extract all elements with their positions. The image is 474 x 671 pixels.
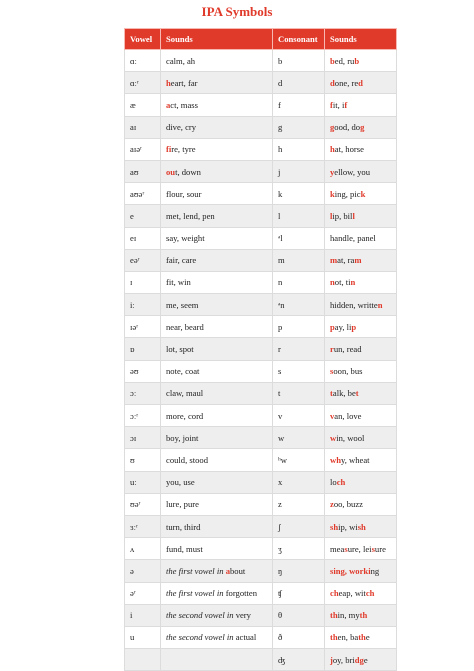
- highlight-letters: p: [330, 321, 335, 332]
- vowel-sounds: [161, 560, 273, 582]
- table-row: [125, 50, 397, 72]
- consonant-symbol: s: [273, 360, 325, 382]
- table-row: [125, 360, 397, 382]
- highlight-letters: s: [330, 366, 334, 377]
- vowel-sounds: [161, 338, 273, 360]
- consonant-symbol: g: [273, 116, 325, 138]
- consonant-sounds: [325, 604, 397, 626]
- example-text: very: [235, 610, 251, 621]
- vowel-symbol: ɔːʳ: [125, 405, 161, 427]
- highlight-letters: b: [330, 55, 335, 66]
- vowel-sounds: [161, 294, 273, 316]
- consonant-symbol: j: [273, 160, 325, 182]
- table-row: [125, 560, 397, 582]
- table-row: [125, 405, 397, 427]
- consonant-symbol: z: [273, 493, 325, 515]
- table-row: [125, 338, 397, 360]
- highlight-letters: m: [354, 255, 362, 266]
- consonant-symbol: b: [273, 50, 325, 72]
- highlight-letters: y: [330, 166, 335, 177]
- example-text: re, tyre: [171, 144, 196, 155]
- vowel-note: the first vowel in: [166, 588, 226, 599]
- vowel-symbol: eɪ: [125, 227, 161, 249]
- consonant-symbol: ᵊl: [273, 227, 325, 249]
- vowel-sounds: [161, 582, 273, 604]
- highlight-letters: k: [360, 188, 366, 199]
- consonant-symbol: v: [273, 405, 325, 427]
- highlight-letters: w: [330, 432, 337, 443]
- example-text: turn, third: [166, 521, 201, 532]
- consonant-symbol: f: [273, 94, 325, 116]
- consonant-sounds: [325, 405, 397, 427]
- highlight-letters: n: [350, 277, 356, 288]
- highlight-letters: g: [330, 122, 335, 133]
- example-text: at, horse: [334, 144, 364, 155]
- consonant-symbol: n: [273, 271, 325, 293]
- highlight-letters: v: [330, 410, 335, 421]
- example-text: eap, wit: [338, 588, 366, 599]
- consonant-symbol: p: [273, 316, 325, 338]
- vowel-symbol: əʳ: [125, 582, 161, 604]
- vowel-symbol: ɒ: [125, 338, 161, 360]
- consonant-sounds: [325, 649, 397, 671]
- vowel-symbol: ɪəʳ: [125, 316, 161, 338]
- highlight-letters: wh: [330, 454, 341, 465]
- example-text: lure, pure: [166, 499, 199, 510]
- consonant-symbol: ʰw: [273, 449, 325, 471]
- table-header-row: [125, 29, 397, 50]
- vowel-sounds: [161, 50, 273, 72]
- highlight-letters: th: [330, 632, 338, 643]
- vowel-sounds: [161, 471, 273, 493]
- example-text: un, read: [333, 344, 362, 355]
- example-text: en, ba: [337, 632, 359, 643]
- consonant-sounds: [325, 94, 397, 116]
- table-row: [125, 72, 397, 94]
- consonant-symbol: ŋ: [273, 560, 325, 582]
- vowel-symbol: ʊəʳ: [125, 493, 161, 515]
- vowel-symbol: ɔː: [125, 382, 161, 404]
- highlight-letters: h: [330, 144, 335, 155]
- table-row: [125, 515, 397, 537]
- vowel-symbol: eəʳ: [125, 249, 161, 271]
- vowel-symbol: æ: [125, 94, 161, 116]
- table-row: [125, 538, 397, 560]
- consonant-sounds: [325, 427, 397, 449]
- table-row: [125, 626, 397, 648]
- highlight-letters: r: [330, 344, 334, 355]
- table-row: [125, 427, 397, 449]
- table-row: [125, 249, 397, 271]
- example-text: claw, maul: [166, 388, 204, 399]
- header-consonant-sounds: Sounds: [325, 29, 397, 50]
- consonant-symbol: w: [273, 427, 325, 449]
- vowel-sounds: [161, 316, 273, 338]
- highlight-letters: fi: [166, 144, 172, 155]
- highlight-letters: l: [352, 210, 355, 221]
- example-text: ot, ti: [334, 277, 351, 288]
- highlight-letters: g: [360, 122, 365, 133]
- consonant-symbol: ʃ: [273, 515, 325, 537]
- example-text: fit, win: [166, 277, 191, 288]
- vowel-sounds: [161, 183, 273, 205]
- table-row: [125, 649, 397, 671]
- example-text: note, coat: [166, 366, 200, 377]
- highlight-letters: ch: [330, 588, 339, 599]
- consonant-sounds: [325, 626, 397, 648]
- highlight-letters: f: [330, 99, 333, 110]
- vowel-sounds: [161, 515, 273, 537]
- consonant-sounds: [325, 360, 397, 382]
- example-text: ip, bil: [332, 210, 353, 221]
- table-row: [125, 138, 397, 160]
- vowel-sounds: [161, 427, 273, 449]
- vowel-sounds: [161, 116, 273, 138]
- consonant-sounds: [325, 72, 397, 94]
- table-row: [125, 471, 397, 493]
- vowel-sounds: [161, 72, 273, 94]
- example-text: t, down: [175, 166, 201, 177]
- example-text: hidden, writte: [330, 299, 378, 310]
- consonant-sounds: [325, 160, 397, 182]
- table-row: [125, 294, 397, 316]
- header-consonant: Consonant: [273, 29, 325, 50]
- example-text: handle, panel: [330, 233, 376, 244]
- header-vowel: Vowel: [125, 29, 161, 50]
- vowel-symbol: ɔɪ: [125, 427, 161, 449]
- table-row: [125, 160, 397, 182]
- vowel-symbol: u: [125, 626, 161, 648]
- example-text: oy, bri: [332, 654, 355, 665]
- vowel-symbol: aʊəʳ: [125, 183, 161, 205]
- consonant-sounds: [325, 538, 397, 560]
- vowel-sounds: [161, 271, 273, 293]
- example-text: say, weight: [166, 233, 205, 244]
- highlight-letters: sing, worki: [330, 565, 371, 576]
- table-row: [125, 227, 397, 249]
- consonant-sounds: [325, 338, 397, 360]
- highlight-letters: t: [330, 388, 333, 399]
- vowel-symbol: iː: [125, 294, 161, 316]
- example-text: actual: [235, 632, 257, 643]
- example-text: fair, care: [166, 255, 197, 266]
- highlight-letters: p: [351, 321, 357, 332]
- example-text: e: [365, 632, 370, 643]
- example-text: more, cord: [166, 410, 204, 421]
- table-row: [125, 582, 397, 604]
- consonant-symbol: m: [273, 249, 325, 271]
- consonant-sounds: [325, 294, 397, 316]
- vowel-sounds: [161, 249, 273, 271]
- consonant-symbol: ð: [273, 626, 325, 648]
- example-text: forgotten: [225, 588, 258, 599]
- vowel-symbol: aʊ: [125, 160, 161, 182]
- example-text: ing, pic: [334, 188, 361, 199]
- example-text: oo, buzz: [333, 499, 363, 510]
- example-text: me, seem: [166, 299, 199, 310]
- table-row: [125, 183, 397, 205]
- highlight-letters: dg: [354, 654, 364, 665]
- vowel-symbol: ɑː: [125, 50, 161, 72]
- vowel-sounds: [161, 138, 273, 160]
- vowel-symbol: ə: [125, 560, 161, 582]
- consonant-sounds: [325, 582, 397, 604]
- example-text: one, re: [334, 77, 359, 88]
- example-text: boy, joint: [166, 432, 199, 443]
- vowel-sounds: [161, 405, 273, 427]
- example-text: y, wheat: [341, 454, 370, 465]
- example-text: ip, wi: [338, 521, 358, 532]
- highlight-letters: ch: [336, 477, 346, 488]
- vowel-sounds: [161, 160, 273, 182]
- vowel-note: the second vowel in: [166, 632, 236, 643]
- consonant-symbol: r: [273, 338, 325, 360]
- consonant-symbol: ᵊn: [273, 294, 325, 316]
- highlight-letters: z: [330, 499, 334, 510]
- vowel-sounds: [161, 94, 273, 116]
- example-text: ct, mass: [170, 99, 198, 110]
- example-text: near, beard: [166, 321, 204, 332]
- highlight-letters: n: [377, 299, 383, 310]
- vowel-symbol: i: [125, 604, 161, 626]
- vowel-sounds: [161, 626, 273, 648]
- highlight-letters: th: [330, 610, 338, 621]
- example-text: alk, be: [332, 388, 356, 399]
- table-row: [125, 271, 397, 293]
- vowel-sounds: [161, 205, 273, 227]
- vowel-symbol: ʊ: [125, 449, 161, 471]
- vowel-symbol: e: [125, 205, 161, 227]
- consonant-sounds: [325, 382, 397, 404]
- vowel-symbol: aɪ: [125, 116, 161, 138]
- example-text: ng: [370, 565, 380, 576]
- vowel-sounds: [161, 649, 273, 671]
- example-text: ay, li: [334, 321, 352, 332]
- consonant-sounds: [325, 183, 397, 205]
- vowel-sounds: [161, 493, 273, 515]
- vowel-sounds: [161, 604, 273, 626]
- example-text: eart, far: [170, 77, 198, 88]
- consonant-symbol: d: [273, 72, 325, 94]
- example-text: oon, bus: [333, 366, 363, 377]
- example-text: ood, do: [334, 122, 361, 133]
- example-text: lot, spot: [166, 344, 194, 355]
- consonant-symbol: k: [273, 183, 325, 205]
- highlight-letters: sh: [357, 521, 366, 532]
- example-text: dive, cry: [166, 122, 197, 133]
- highlight-letters: th: [359, 610, 368, 621]
- highlight-letters: j: [330, 654, 333, 665]
- vowel-symbol: əʊ: [125, 360, 161, 382]
- highlight-letters: h: [166, 77, 171, 88]
- consonant-sounds: [325, 316, 397, 338]
- highlight-letters: k: [330, 188, 335, 199]
- table-row: [125, 116, 397, 138]
- page-title: IPA Symbols: [201, 4, 273, 19]
- highlight-letters: d: [330, 77, 335, 88]
- consonant-sounds: [325, 205, 397, 227]
- consonant-sounds: [325, 560, 397, 582]
- highlight-letters: ou: [166, 166, 176, 177]
- highlight-letters: a: [166, 99, 171, 110]
- consonant-symbol: t: [273, 382, 325, 404]
- highlight-letters: m: [330, 255, 338, 266]
- highlight-letters: ch: [365, 588, 375, 599]
- consonant-sounds: [325, 227, 397, 249]
- highlight-letters: a: [225, 565, 230, 576]
- example-text: bout: [229, 565, 246, 576]
- highlight-letters: n: [330, 277, 335, 288]
- consonant-sounds: [325, 449, 397, 471]
- table-row: [125, 382, 397, 404]
- example-text: ure, lei: [347, 543, 372, 554]
- vowel-note: the second vowel in: [166, 610, 236, 621]
- example-text: met, lend, pen: [166, 210, 215, 221]
- consonant-symbol: ʤ: [273, 649, 325, 671]
- example-text: you, use: [166, 477, 195, 488]
- example-text: fund, must: [166, 543, 203, 554]
- highlight-letters: d: [358, 77, 363, 88]
- example-text: in, my: [337, 610, 360, 621]
- vowel-symbol: ɑːʳ: [125, 72, 161, 94]
- table-row: [125, 205, 397, 227]
- highlight-letters: l: [330, 210, 333, 221]
- highlight-letters: s: [344, 543, 348, 554]
- table-row: [125, 604, 397, 626]
- highlight-letters: b: [354, 55, 360, 66]
- consonant-sounds: [325, 471, 397, 493]
- vowel-sounds: [161, 382, 273, 404]
- example-text: could, stood: [166, 454, 209, 465]
- ipa-table: [124, 28, 397, 671]
- vowel-note: the first vowel in: [166, 565, 226, 576]
- table-row: [125, 493, 397, 515]
- highlight-letters: f: [344, 99, 348, 110]
- highlight-letters: sh: [330, 521, 339, 532]
- consonant-sounds: [325, 138, 397, 160]
- example-text: in, wool: [336, 432, 365, 443]
- example-text: calm, ah: [166, 55, 196, 66]
- example-text: flour, sour: [166, 188, 202, 199]
- consonant-sounds: [325, 271, 397, 293]
- example-text: mea: [330, 543, 345, 554]
- vowel-sounds: [161, 538, 273, 560]
- vowel-symbol: ʌ: [125, 538, 161, 560]
- consonant-symbol: h: [273, 138, 325, 160]
- example-text: at, ra: [337, 255, 355, 266]
- vowel-symbol: aɪəʳ: [125, 138, 161, 160]
- example-text: an, love: [334, 410, 362, 421]
- vowel-sounds: [161, 360, 273, 382]
- table-row: [125, 449, 397, 471]
- highlight-letters: th: [358, 632, 366, 643]
- vowel-symbol: [125, 649, 161, 671]
- highlight-letters: t: [355, 388, 359, 399]
- example-text: ed, ru: [334, 55, 355, 66]
- header-vowel-sounds: Sounds: [161, 29, 273, 50]
- consonant-sounds: [325, 515, 397, 537]
- example-text: ellow, you: [334, 166, 371, 177]
- vowel-symbol: uː: [125, 471, 161, 493]
- consonant-symbol: θ: [273, 604, 325, 626]
- vowel-sounds: [161, 449, 273, 471]
- highlight-letters: s: [371, 543, 375, 554]
- vowel-sounds: [161, 227, 273, 249]
- example-text: ure: [374, 543, 386, 554]
- consonant-sounds: [325, 116, 397, 138]
- example-text: e: [363, 654, 368, 665]
- consonant-sounds: [325, 493, 397, 515]
- example-text: it, i: [332, 99, 345, 110]
- consonant-symbol: ʒ: [273, 538, 325, 560]
- consonant-symbol: ʧ: [273, 582, 325, 604]
- vowel-symbol: ɜːʳ: [125, 515, 161, 537]
- table-row: [125, 94, 397, 116]
- example-text: lo: [330, 477, 337, 488]
- consonant-sounds: [325, 249, 397, 271]
- table-row: [125, 316, 397, 338]
- consonant-symbol: x: [273, 471, 325, 493]
- table-body: [125, 50, 397, 671]
- vowel-symbol: ɪ: [125, 271, 161, 293]
- consonant-symbol: l: [273, 205, 325, 227]
- consonant-sounds: [325, 50, 397, 72]
